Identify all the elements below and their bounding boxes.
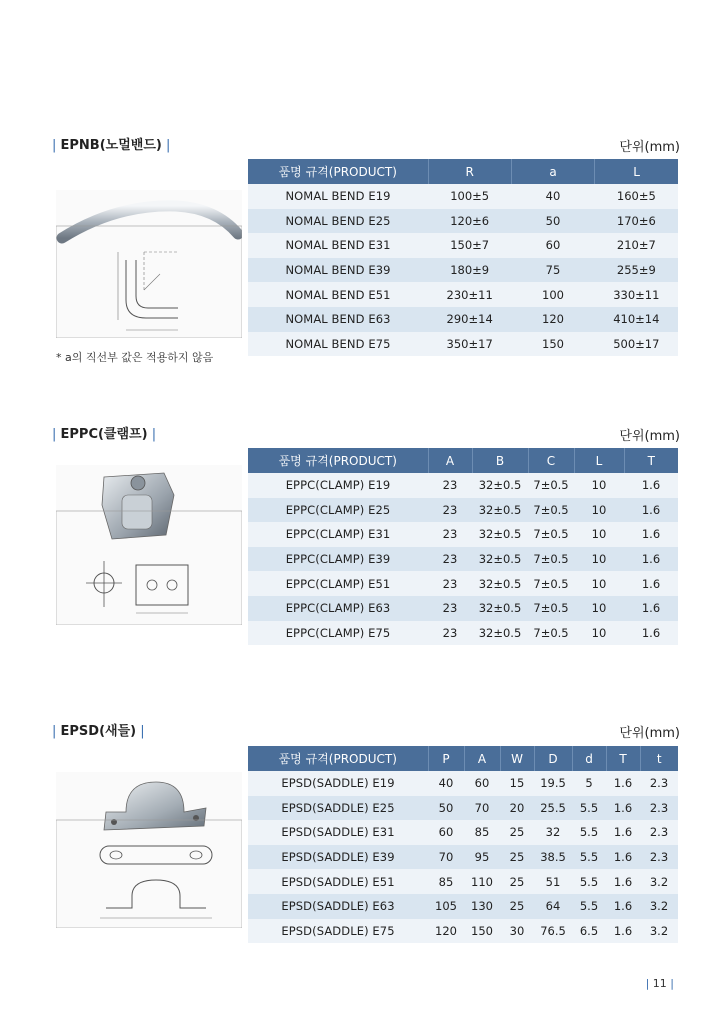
value-cell: 230±11 — [428, 282, 511, 307]
product-cell: EPPC(CLAMP) E51 — [248, 571, 428, 596]
table-row — [248, 332, 678, 357]
value-cell: 5 — [572, 771, 606, 796]
section-title-epnb: | EPNB(노멀밴드) | — [52, 138, 171, 153]
value-cell: 5.5 — [572, 894, 606, 919]
value-cell: 10 — [574, 522, 624, 547]
column-header: W — [500, 746, 534, 771]
value-cell: 23 — [428, 621, 472, 646]
product-cell: EPSD(SADDLE) E39 — [248, 845, 428, 870]
value-cell: 19.5 — [534, 771, 572, 796]
value-cell: 2.3 — [640, 845, 678, 870]
value-cell: 7±0.5 — [528, 498, 574, 523]
value-cell: 32±0.5 — [472, 473, 528, 498]
unit-label-eppc: 단위(mm) — [619, 429, 680, 444]
value-cell: 1.6 — [624, 621, 678, 646]
value-cell: 5.5 — [572, 820, 606, 845]
value-cell: 25.5 — [534, 796, 572, 821]
product-cell: EPSD(SADDLE) E19 — [248, 771, 428, 796]
value-cell: 15 — [500, 771, 534, 796]
value-cell: 3.2 — [640, 894, 678, 919]
value-cell: 1.6 — [606, 845, 640, 870]
value-cell: 100±5 — [428, 184, 511, 209]
value-cell: 1.6 — [606, 894, 640, 919]
value-cell: 150 — [464, 919, 500, 944]
column-header: P — [428, 746, 464, 771]
value-cell: 2.3 — [640, 771, 678, 796]
table-row — [248, 473, 678, 498]
value-cell: 120 — [428, 919, 464, 944]
spec-table-epsd — [248, 746, 678, 943]
value-cell: 10 — [574, 473, 624, 498]
value-cell: 23 — [428, 596, 472, 621]
product-cell: NOMAL BEND E39 — [248, 258, 428, 283]
value-cell: 23 — [428, 571, 472, 596]
value-cell: 25 — [500, 869, 534, 894]
column-header: A — [464, 746, 500, 771]
value-cell: 1.6 — [606, 771, 640, 796]
product-cell: NOMAL BEND E19 — [248, 184, 428, 209]
section-title-eppc: | EPPC(클램프) | — [52, 427, 157, 442]
value-cell: 32±0.5 — [472, 621, 528, 646]
value-cell: 2.3 — [640, 820, 678, 845]
value-cell: 1.6 — [624, 596, 678, 621]
table-row — [248, 571, 678, 596]
value-cell: 23 — [428, 498, 472, 523]
value-cell: 23 — [428, 522, 472, 547]
value-cell: 110 — [464, 869, 500, 894]
value-cell: 180±9 — [428, 258, 511, 283]
column-header: D — [534, 746, 572, 771]
column-header: B — [472, 448, 528, 473]
value-cell: 38.5 — [534, 845, 572, 870]
value-cell: 51 — [534, 869, 572, 894]
value-cell: 25 — [500, 845, 534, 870]
value-cell: 410±14 — [595, 307, 678, 332]
product-cell: NOMAL BEND E25 — [248, 209, 428, 234]
unit-label-epnb: 단위(mm) — [619, 140, 680, 155]
column-header: d — [572, 746, 606, 771]
value-cell: 7±0.5 — [528, 547, 574, 572]
value-cell: 20 — [500, 796, 534, 821]
value-cell: 60 — [428, 820, 464, 845]
value-cell: 2.3 — [640, 796, 678, 821]
table-row — [248, 771, 678, 796]
value-cell: 120±6 — [428, 209, 511, 234]
value-cell: 7±0.5 — [528, 596, 574, 621]
value-cell: 160±5 — [595, 184, 678, 209]
value-cell: 32±0.5 — [472, 522, 528, 547]
product-cell: NOMAL BEND E51 — [248, 282, 428, 307]
column-header: a — [511, 159, 594, 184]
value-cell: 130 — [464, 894, 500, 919]
table-header-row — [248, 159, 678, 184]
table-row — [248, 233, 678, 258]
value-cell: 255±9 — [595, 258, 678, 283]
value-cell: 32±0.5 — [472, 571, 528, 596]
value-cell: 40 — [428, 771, 464, 796]
table-row — [248, 498, 678, 523]
table-row — [248, 796, 678, 821]
value-cell: 10 — [574, 571, 624, 596]
value-cell: 5.5 — [572, 796, 606, 821]
value-cell: 500±17 — [595, 332, 678, 357]
table-row — [248, 845, 678, 870]
value-cell: 290±14 — [428, 307, 511, 332]
table-row — [248, 258, 678, 283]
product-cell: EPPC(CLAMP) E25 — [248, 498, 428, 523]
table-row — [248, 184, 678, 209]
value-cell: 60 — [511, 233, 594, 258]
value-cell: 330±11 — [595, 282, 678, 307]
value-cell: 85 — [464, 820, 500, 845]
footnote-epnb: * a의 직선부 값은 적용하지 않음 — [56, 351, 214, 364]
value-cell: 3.2 — [640, 919, 678, 944]
column-header: 품명 규격(PRODUCT) — [248, 746, 428, 771]
bend-illustration-icon — [56, 190, 242, 338]
value-cell: 150±7 — [428, 233, 511, 258]
value-cell: 350±17 — [428, 332, 511, 357]
value-cell: 32±0.5 — [472, 596, 528, 621]
column-header: T — [606, 746, 640, 771]
value-cell: 23 — [428, 473, 472, 498]
product-cell: EPPC(CLAMP) E39 — [248, 547, 428, 572]
table-row — [248, 919, 678, 944]
column-header: L — [574, 448, 624, 473]
value-cell: 150 — [511, 332, 594, 357]
product-cell: NOMAL BEND E31 — [248, 233, 428, 258]
value-cell: 1.6 — [624, 498, 678, 523]
spec-table-epnb — [248, 159, 678, 356]
value-cell: 3.2 — [640, 869, 678, 894]
product-cell: EPSD(SADDLE) E51 — [248, 869, 428, 894]
value-cell: 1.6 — [624, 473, 678, 498]
product-cell: EPPC(CLAMP) E75 — [248, 621, 428, 646]
value-cell: 105 — [428, 894, 464, 919]
value-cell: 170±6 — [595, 209, 678, 234]
table-row — [248, 869, 678, 894]
column-header: L — [595, 159, 678, 184]
product-cell: EPSD(SADDLE) E75 — [248, 919, 428, 944]
product-cell: NOMAL BEND E63 — [248, 307, 428, 332]
value-cell: 50 — [428, 796, 464, 821]
value-cell: 70 — [428, 845, 464, 870]
table-row — [248, 282, 678, 307]
value-cell: 32 — [534, 820, 572, 845]
value-cell: 76.5 — [534, 919, 572, 944]
product-cell: EPPC(CLAMP) E31 — [248, 522, 428, 547]
value-cell: 1.6 — [624, 522, 678, 547]
value-cell: 7±0.5 — [528, 621, 574, 646]
value-cell: 10 — [574, 596, 624, 621]
value-cell: 25 — [500, 894, 534, 919]
value-cell: 7±0.5 — [528, 522, 574, 547]
spec-table-eppc — [248, 448, 678, 645]
value-cell: 95 — [464, 845, 500, 870]
value-cell: 1.6 — [624, 571, 678, 596]
table-row — [248, 820, 678, 845]
product-cell: NOMAL BEND E75 — [248, 332, 428, 357]
value-cell: 7±0.5 — [528, 571, 574, 596]
page-number: | 11 | — [645, 977, 674, 990]
value-cell: 120 — [511, 307, 594, 332]
value-cell: 6.5 — [572, 919, 606, 944]
product-cell: EPSD(SADDLE) E25 — [248, 796, 428, 821]
column-header: R — [428, 159, 511, 184]
column-header: A — [428, 448, 472, 473]
value-cell: 23 — [428, 547, 472, 572]
value-cell: 64 — [534, 894, 572, 919]
value-cell: 210±7 — [595, 233, 678, 258]
table-row — [248, 596, 678, 621]
value-cell: 32±0.5 — [472, 547, 528, 572]
value-cell: 100 — [511, 282, 594, 307]
column-header: C — [528, 448, 574, 473]
value-cell: 5.5 — [572, 845, 606, 870]
value-cell: 85 — [428, 869, 464, 894]
table-header-row — [248, 448, 678, 473]
table-row — [248, 522, 678, 547]
value-cell: 10 — [574, 547, 624, 572]
value-cell: 1.6 — [606, 796, 640, 821]
table-row — [248, 307, 678, 332]
value-cell: 1.6 — [606, 919, 640, 944]
value-cell: 40 — [511, 184, 594, 209]
column-header: 품명 규격(PRODUCT) — [248, 448, 428, 473]
value-cell: 10 — [574, 498, 624, 523]
table-row — [248, 894, 678, 919]
value-cell: 7±0.5 — [528, 473, 574, 498]
unit-label-epsd: 단위(mm) — [619, 726, 680, 741]
clamp-drawing — [56, 465, 242, 625]
table-row — [248, 547, 678, 572]
value-cell: 75 — [511, 258, 594, 283]
product-cell: EPPC(CLAMP) E63 — [248, 596, 428, 621]
table-header-row — [248, 746, 678, 771]
column-header: T — [624, 448, 678, 473]
clamp-illustration-icon — [56, 465, 242, 625]
saddle-illustration-icon — [56, 772, 242, 928]
column-header: t — [640, 746, 678, 771]
saddle-drawing — [56, 772, 242, 928]
value-cell: 1.6 — [606, 869, 640, 894]
value-cell: 30 — [500, 919, 534, 944]
table-row — [248, 621, 678, 646]
product-cell: EPSD(SADDLE) E31 — [248, 820, 428, 845]
value-cell: 25 — [500, 820, 534, 845]
value-cell: 1.6 — [624, 547, 678, 572]
value-cell: 50 — [511, 209, 594, 234]
value-cell: 1.6 — [606, 820, 640, 845]
product-cell: EPSD(SADDLE) E63 — [248, 894, 428, 919]
value-cell: 60 — [464, 771, 500, 796]
normal-bend-drawing — [56, 190, 242, 338]
product-cell: EPPC(CLAMP) E19 — [248, 473, 428, 498]
value-cell: 5.5 — [572, 869, 606, 894]
table-row — [248, 209, 678, 234]
value-cell: 32±0.5 — [472, 498, 528, 523]
value-cell: 70 — [464, 796, 500, 821]
value-cell: 10 — [574, 621, 624, 646]
section-title-epsd: | EPSD(새들) | — [52, 724, 145, 739]
column-header: 품명 규격(PRODUCT) — [248, 159, 428, 184]
